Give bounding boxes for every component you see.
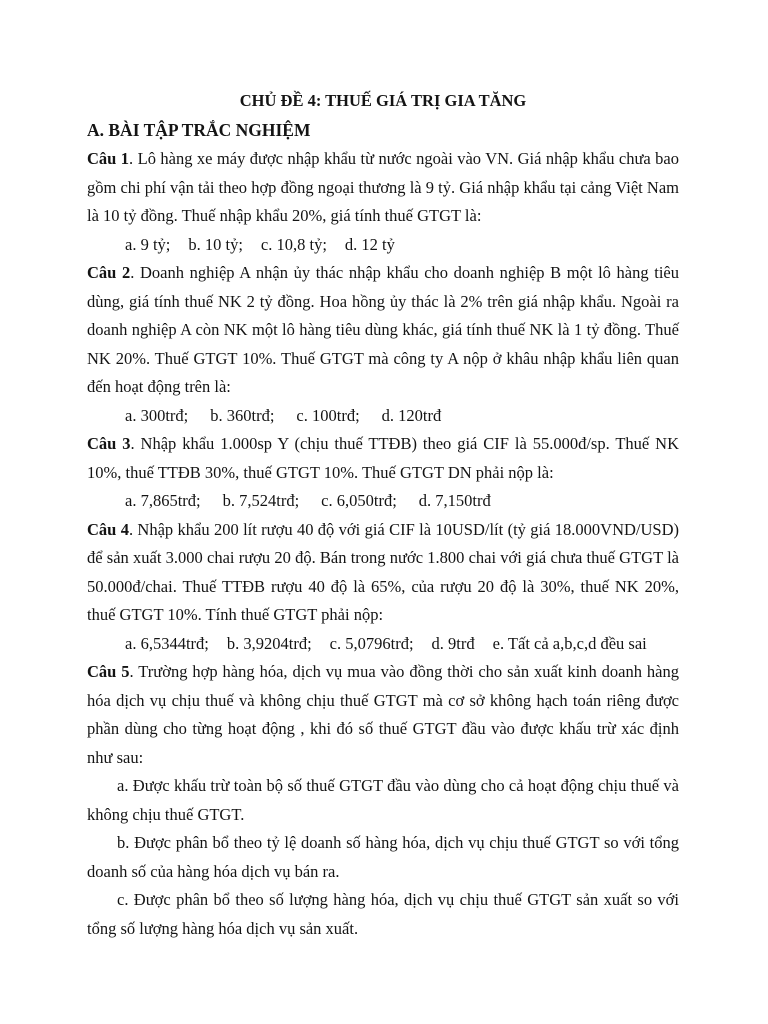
option-b: b. 10 tỷ; <box>188 234 243 254</box>
question-text: . Lô hàng xe máy được nhập khẩu từ nước ngoài vào VN. Giá nhập khẩu chưa bao gồm chi phí vận tải theo hợp đồng ngoại thương là 9 tỷ. Giá nhập khẩu tại cảng Việt Nam là 10 tỷ đồng. Thuế nhập khẩu 20%, giá tính thuế GTGT là: <box>87 149 679 225</box>
option-c: c. Được phân bổ theo số lượng hàng hóa, dịch vụ chịu thuế GTGT sản xuất so với tổng số lượng hàng hóa dịch vụ sản xuất. <box>87 890 679 938</box>
option-c: c. 5,0796trđ; <box>329 633 414 653</box>
option-c: c. 6,050trđ; <box>321 491 397 510</box>
option-a: a. 6,5344trđ; <box>125 633 209 653</box>
option-a: a. 300trđ; <box>125 405 189 425</box>
option-d: d. 9trđ <box>431 633 475 653</box>
question-number: Câu 1 <box>87 149 130 168</box>
option-b: b. 7,524trđ; <box>222 491 300 510</box>
option-b: b. 360trđ; <box>210 405 275 425</box>
question-number: Câu 2 <box>87 263 131 282</box>
question-number: Câu 3 <box>87 434 131 453</box>
question-text: . Trường hợp hàng hóa, dịch vụ mua vào đồng thời cho sản xuất kinh doanh hàng hóa dịch vụ chịu thuế và không chịu thuế GTGT mà cơ sở không hạch toán riêng được phần dùng cho từng hoạt động , khi đó số thuế GTGT đầu vào được khấu trừ xác định như sau: <box>87 662 679 767</box>
option-b: b. Được phân bổ theo tỷ lệ doanh số hàng hóa, dịch vụ chịu thuế GTGT so với tổng doanh số của hàng hóa dịch vụ bán ra. <box>87 833 679 881</box>
question-2 <box>87 259 679 402</box>
answer-options <box>87 402 679 431</box>
question-number: Câu 5 <box>87 662 130 681</box>
answer-options <box>87 630 679 659</box>
option-b: b. 3,9204trđ; <box>226 633 312 653</box>
option-a: a. Được khấu trừ toàn bộ số thuế GTGT đầu vào dùng cho cả hoạt động chịu thuế và không chịu thuế GTGT. <box>87 776 679 824</box>
option-c: c. 100trđ; <box>296 405 360 425</box>
page-title: CHỦ ĐỀ 4: THUẾ GIÁ TRỊ GIA TĂNG <box>239 91 527 110</box>
question-text: . Nhập khẩu 200 lít rượu 40 độ với giá CIF là 10USD/lít (tỷ giá 18.000VND/USD) để sản xuất 3.000 chai rượu 20 độ. Bán trong nước 1.800 chai với giá chưa thuế GTGT là 50.000đ/chai. Thuế TTĐB rượu 40 độ là 65%, của rượu 20 độ là 30%, thuế NK 20%, thuế GTGT 10%. Tính thuế GTGT phải nộp: <box>87 519 679 624</box>
question-text: . Doanh nghiệp A nhận ủy thác nhập khẩu cho doanh nghiệp B một lô hàng tiêu dùng, giá tính thuế NK 2 tỷ đồng. Hoa hồng ủy thác là 2% trên giá nhập khẩu. Ngoài ra doanh nghiệp A còn NK một lô hàng tiêu dùng khác, giá tính thuế NK là 1 tỷ đồng. Thuế NK 20%. Thuế GTGT 10%. Thuế GTGT mà công ty A nộp ở khâu nhập khẩu liên quan đến hoạt động trên là: <box>87 263 680 396</box>
section-heading: A. BÀI TẬP TRẮC NGHIỆM <box>87 120 311 140</box>
option-e: e. Tất cả a,b,c,d đều sai <box>492 633 647 653</box>
question-4 <box>87 516 679 630</box>
question-text: . Nhập khẩu 1.000sp Y (chịu thuế TTĐB) theo giá CIF là 55.000đ/sp. Thuế NK 10%, thuế TTĐB 30%, thuế GTGT 10%. Thuế GTGT DN phải nộp là: <box>87 434 679 482</box>
option-c: c. 10,8 tỷ; <box>260 234 327 254</box>
question-number: Câu 4 <box>87 519 129 539</box>
document-page <box>87 86 679 943</box>
question-1 <box>87 145 679 231</box>
option-d: d. 12 tỷ <box>344 234 395 254</box>
option-d: d. 7,150trđ <box>418 491 491 510</box>
option-d: d. 120trđ <box>381 405 442 425</box>
answer-options <box>87 231 679 260</box>
option-a: a. 7,865trđ; <box>125 491 201 510</box>
question-3 <box>87 430 679 487</box>
question-5 <box>87 658 679 772</box>
answer-options <box>87 487 679 516</box>
option-a: a. 9 tỷ; <box>125 234 171 254</box>
